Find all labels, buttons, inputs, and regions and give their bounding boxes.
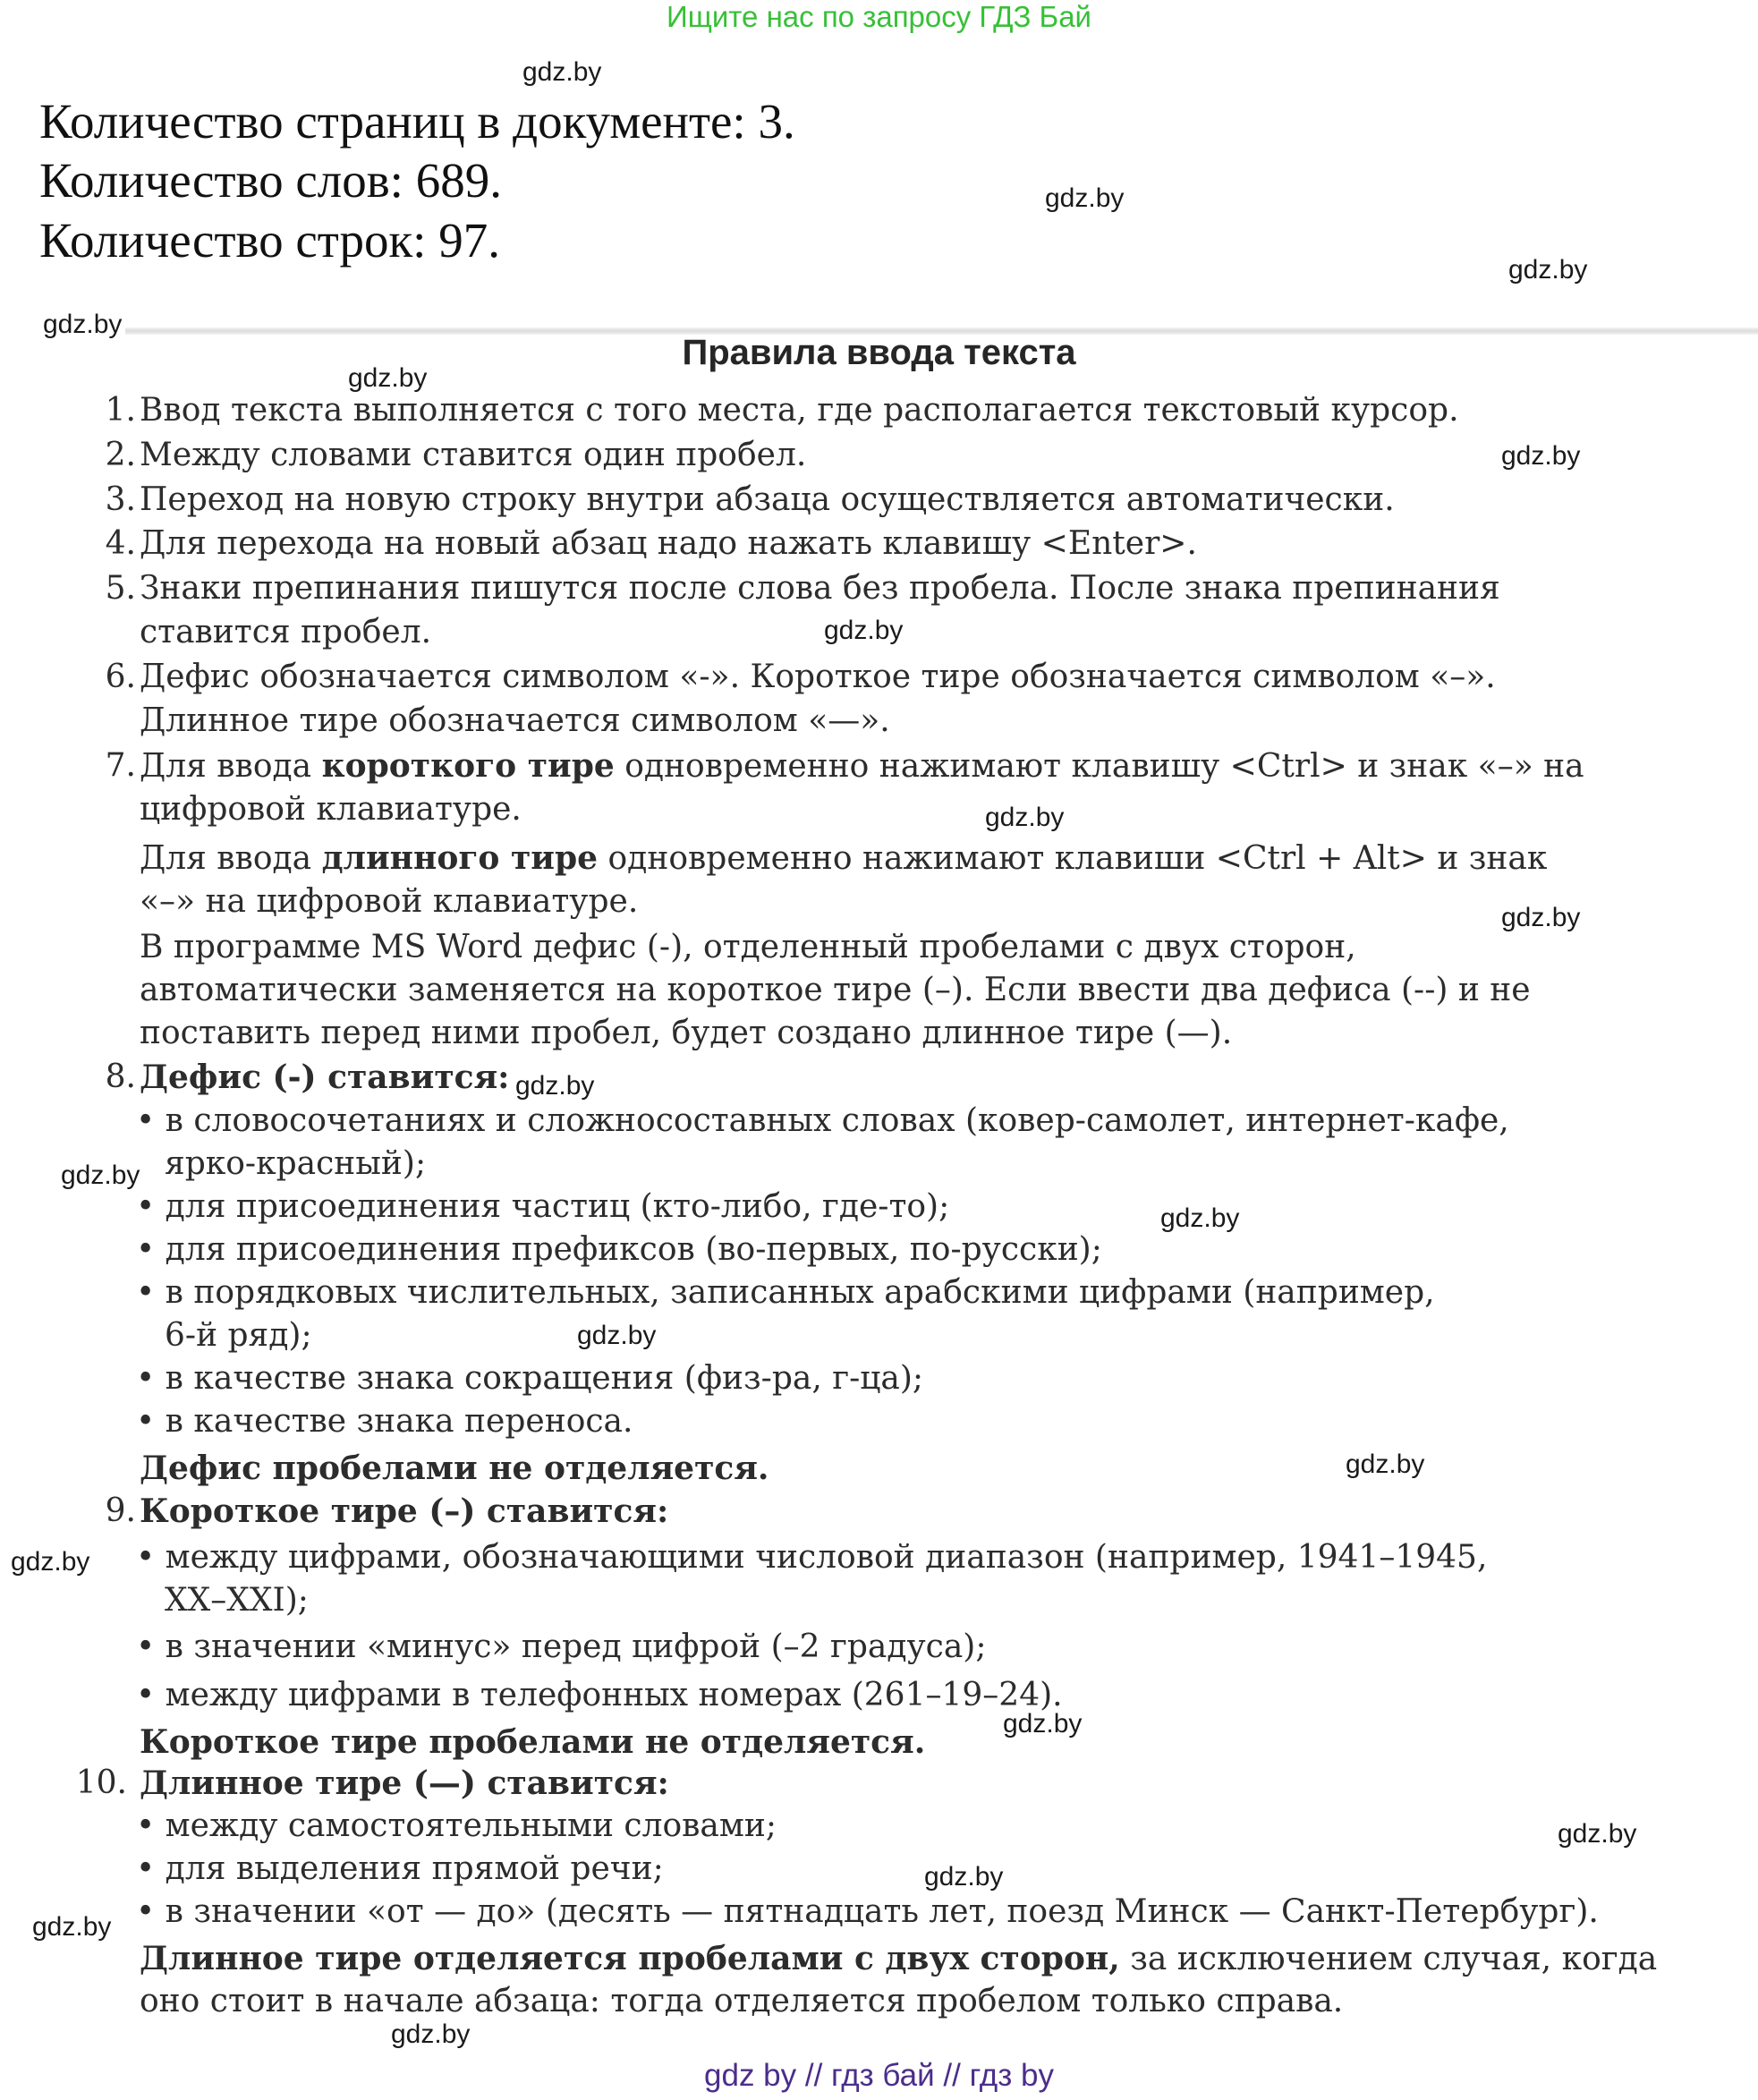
bullet-item: • между цифрами, обозначающими числовой диапазон (например, 1941–1945, (136, 1539, 1488, 1576)
watermark: gdz.by (61, 1161, 140, 1190)
rule-number: 4. (105, 525, 136, 562)
rule-number: 1. (105, 392, 136, 429)
rule-text: поставить перед ними пробел, будет создано длинное тире (—). (140, 1015, 1233, 1051)
watermark: gdz.by (348, 363, 428, 393)
rule-text-emphasis: длинного тире (321, 839, 599, 877)
rule-heading: Короткое тире (–) ставится: (140, 1492, 669, 1530)
page-title: Правила ввода текста (682, 333, 1076, 372)
rule-heading: Дефис (-) ставится: (140, 1059, 510, 1096)
bullet-item: • в значении «от — до» (десять — пятнадцать лет, поезд Минск — Санкт-Петербург). (136, 1893, 1599, 1930)
rule-number: 8. (105, 1059, 136, 1095)
watermark: gdz.by (391, 2019, 471, 2049)
watermark: gdz.by (985, 803, 1065, 832)
word-count: Количество слов: 689. (39, 153, 502, 208)
rule-note-emphasis: Длинное тире отделяется пробелами с двух сторон, (140, 1940, 1120, 1977)
bullet-item: • для присоединения префиксов (во-первых, по-русски); (136, 1231, 1102, 1268)
bullet-item: • для присоединения частиц (кто-либо, где-то); (136, 1188, 950, 1225)
bullet-item: • между самостоятельными словами; (136, 1807, 777, 1844)
rule-number: 10. (75, 1764, 127, 1801)
watermark: gdz.by (924, 1862, 1004, 1892)
watermark: gdz.by (522, 57, 602, 87)
rule-text-part: одновременно нажимают клавишу <Ctrl> и знак «–» на (614, 748, 1584, 785)
rule-text-emphasis: короткого тире (321, 747, 615, 785)
bullet-item: ярко-красный); (165, 1145, 427, 1182)
watermark: gdz.by (1508, 255, 1588, 285)
watermark: gdz.by (1160, 1203, 1240, 1233)
rule-note: Короткое тире пробелами не отделяется. (140, 1723, 926, 1761)
rule-note: Дефис пробелами не отделяется. (140, 1450, 769, 1487)
rule-note (140, 1940, 1657, 1977)
rule-number: 7. (105, 747, 136, 784)
watermark: gdz.by (11, 1547, 90, 1577)
watermark: gdz.by (577, 1321, 657, 1350)
banner-text: Ищите нас по запросу ГДЗ Бай (667, 0, 1091, 33)
rule-text: Длинное тире обозначается символом «—». (140, 702, 890, 739)
bullet-item: • в качестве знака сокращения (физ-ра, г-ца); (136, 1360, 924, 1397)
rule-text: ставится пробел. (140, 614, 432, 650)
rule-number: 9. (105, 1492, 136, 1529)
rule-text: Переход на новую строку внутри абзаца осуществляется автоматически. (140, 481, 1395, 518)
watermark: gdz.by (1003, 1709, 1083, 1739)
rule-number: 3. (105, 481, 136, 518)
watermark: gdz.by (43, 310, 123, 339)
rule-text: автоматически заменяется на короткое тире (–). Если ввести два дефиса (--) и не (140, 972, 1531, 1008)
watermark: gdz.by (824, 616, 904, 645)
bullet-item: • в словосочетаниях и сложносоставных словах (ковер-самолет, интернет-кафе, (136, 1102, 1509, 1139)
line-count: Количество строк: 97. (39, 213, 500, 268)
bullet-item: • для выделения прямой речи; (136, 1850, 664, 1887)
watermark: gdz.by (32, 1912, 112, 1942)
bullet-item: 6-й ряд); (165, 1317, 312, 1354)
rule-note: оно стоит в начале абзаца: тогда отделяется пробелом только справа. (140, 1983, 1344, 2019)
watermark: gdz.by (1558, 1819, 1637, 1849)
watermark: gdz.by (1501, 903, 1581, 932)
watermark: gdz.by (1045, 183, 1125, 213)
rule-text-part: Для ввода (140, 840, 322, 877)
bullet-item: • в качестве знака переноса. (136, 1403, 633, 1440)
rule-text-part: одновременно нажимают клавиши <Ctrl + Alt> и знак (598, 840, 1548, 877)
watermark: gdz.by (1501, 441, 1581, 471)
rule-text: Дефис обозначается символом «-». Короткое тире обозначается символом «–». (140, 659, 1496, 695)
rule-heading: Длинное тире (—) ставится: (140, 1764, 669, 1802)
rule-number: 5. (105, 570, 136, 607)
page-count: Количество страниц в документе: 3. (39, 94, 795, 149)
footer-text: gdz by // гдз бай // гдз by (704, 2058, 1054, 2093)
rule-text: «–» на цифровой клавиатуре. (140, 883, 639, 920)
rule-text (140, 839, 1547, 877)
rule-text: Для перехода на новый абзац надо нажать клавишу <Enter>. (140, 525, 1197, 562)
bullet-item: • в значении «минус» перед цифрой (–2 градуса); (136, 1628, 987, 1665)
rule-text: Между словами ставится один пробел. (140, 437, 807, 473)
rule-number: 2. (105, 437, 136, 473)
rule-text: цифровой клавиатуре. (140, 791, 522, 828)
rule-text: Ввод текста выполняется с того места, где располагается текстовый курсор. (140, 392, 1459, 429)
watermark: gdz.by (515, 1071, 595, 1101)
rule-text (140, 747, 1584, 785)
rule-note-part: за исключением случая, когда (1119, 1941, 1658, 1977)
bullet-item: XX–XXI); (165, 1582, 309, 1619)
bullet-item: • между цифрами в телефонных номерах (261–19–24). (136, 1677, 1063, 1713)
rule-number: 6. (105, 659, 136, 695)
rule-text: В программе MS Word дефис (-), отделенный пробелами с двух сторон, (140, 929, 1356, 965)
rule-text: Знаки препинания пишутся после слова без пробела. После знака препинания (140, 570, 1500, 607)
bullet-item: • в порядковых числительных, записанных арабскими цифрами (например, (136, 1274, 1435, 1311)
watermark: gdz.by (1346, 1450, 1425, 1479)
rule-text-part: Для ввода (140, 748, 322, 785)
